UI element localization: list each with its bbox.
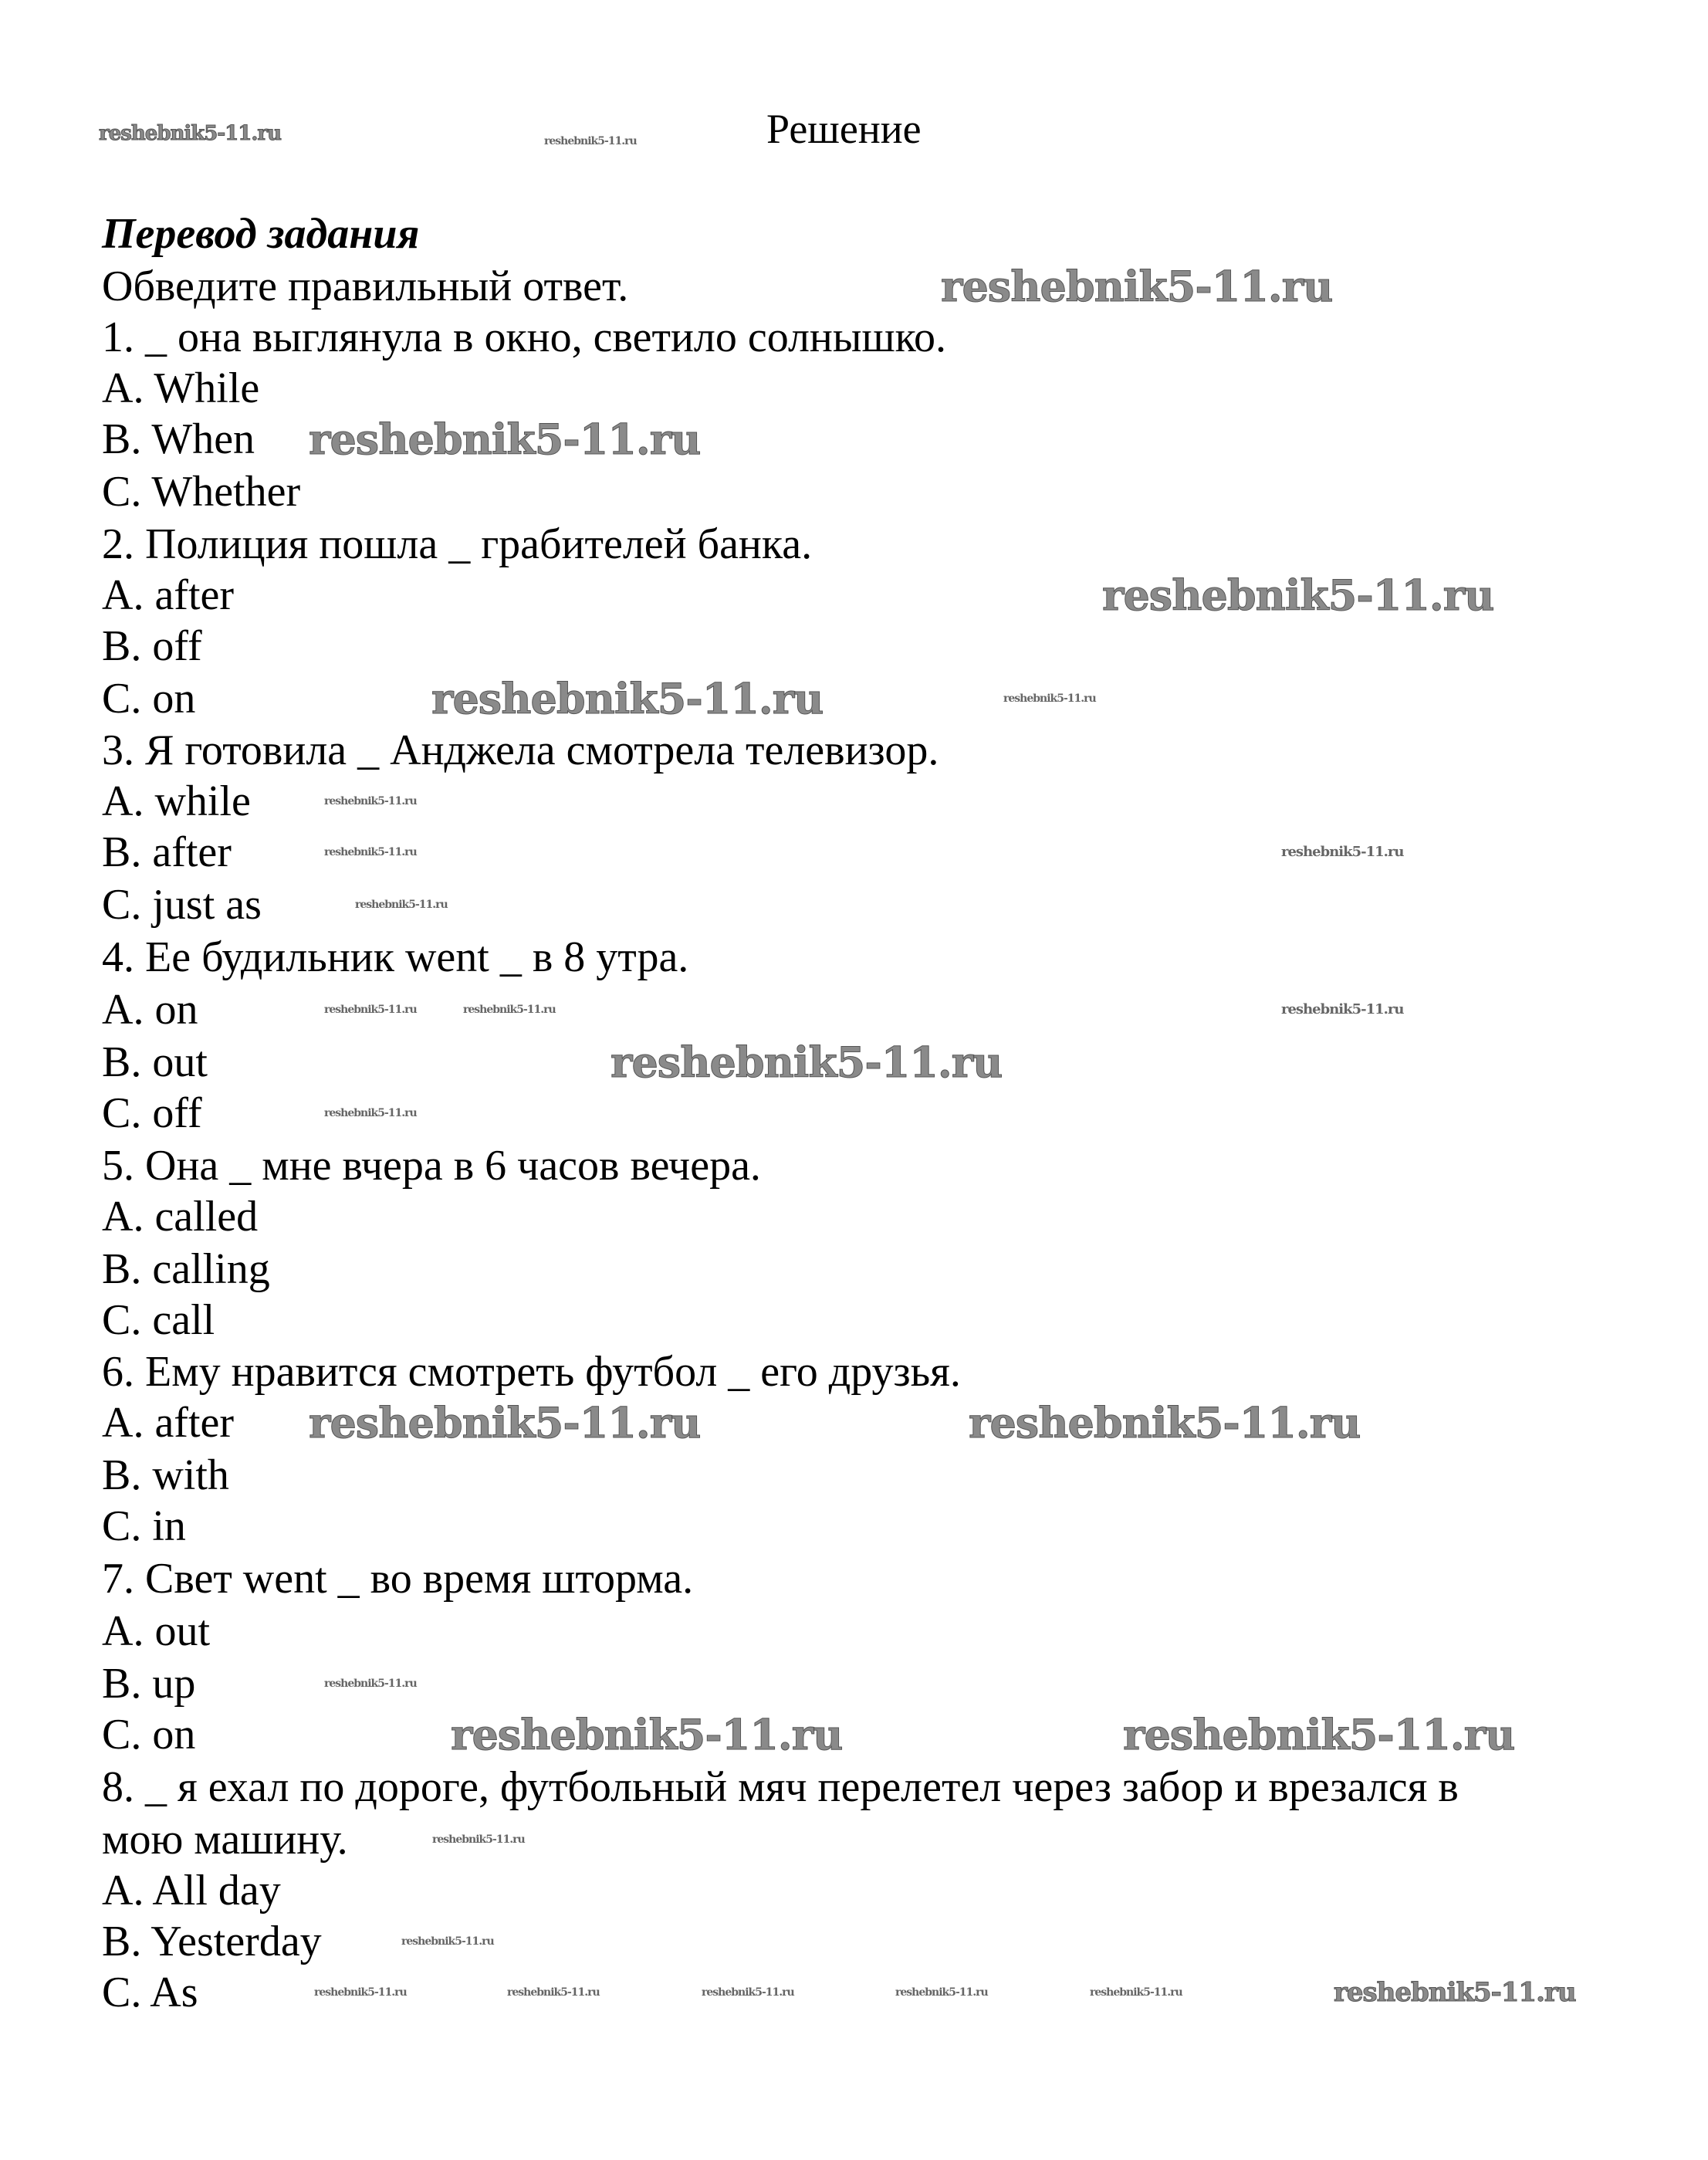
- watermark: reshebnik5-11.ru: [702, 1986, 794, 1999]
- watermark: reshebnik5-11.ru: [309, 1398, 701, 1447]
- text-line: 8. _ я ехал по дороге, футбольный мяч перелетел через забор и врезался в: [102, 1763, 1459, 1811]
- text-line: 1. _ она выглянула в окно, светило солнышко.: [102, 313, 946, 361]
- watermark: reshebnik5-11.ru: [324, 846, 417, 858]
- watermark: reshebnik5-11.ru: [432, 1833, 525, 1846]
- text-line: B. When: [102, 415, 255, 463]
- watermark: reshebnik5-11.ru: [324, 1678, 417, 1690]
- watermark: reshebnik5-11.ru: [463, 1004, 556, 1016]
- text-line: 4. Ее будильник went _ в 8 утра.: [102, 933, 689, 981]
- watermark: reshebnik5-11.ru: [895, 1986, 988, 1999]
- text-line: A. out: [102, 1607, 210, 1655]
- watermark: reshebnik5-11.ru: [941, 262, 1333, 311]
- watermark: reshebnik5-11.ru: [507, 1986, 600, 1999]
- watermark: reshebnik5-11.ru: [1090, 1986, 1182, 1999]
- watermark: reshebnik5-11.ru: [1003, 692, 1096, 705]
- text-line: B. with: [102, 1451, 229, 1499]
- watermark: reshebnik5-11.ru: [309, 415, 701, 464]
- watermark: reshebnik5-11.ru: [99, 122, 282, 145]
- watermark: reshebnik5-11.ru: [1281, 1001, 1404, 1017]
- text-line: A. after: [102, 571, 235, 619]
- watermark: reshebnik5-11.ru: [1123, 1710, 1515, 1759]
- text-line: A. called: [102, 1193, 259, 1241]
- text-line: A. while: [102, 777, 251, 825]
- text-line: B. off: [102, 622, 202, 670]
- watermark: reshebnik5-11.ru: [401, 1935, 494, 1948]
- text-line: C. on: [102, 1711, 196, 1759]
- text-line: B. out: [102, 1038, 208, 1086]
- text-line: A. All day: [102, 1867, 281, 1915]
- watermark: reshebnik5-11.ru: [1102, 570, 1494, 620]
- page-title: Решение: [766, 106, 922, 152]
- text-line: B. Yesterday: [102, 1918, 322, 1965]
- text-line: A. after: [102, 1399, 235, 1447]
- text-line: C. on: [102, 675, 196, 723]
- watermark: reshebnik5-11.ru: [544, 135, 637, 147]
- text-line: C. Whether: [102, 468, 301, 516]
- text-line: 2. Полиция пошла _ грабителей банка.: [102, 520, 813, 568]
- text-line: 7. Свет went _ во время шторма.: [102, 1555, 694, 1603]
- watermark: reshebnik5-11.ru: [610, 1038, 1003, 1087]
- watermark: reshebnik5-11.ru: [969, 1398, 1361, 1447]
- text-line: C. As: [102, 1969, 198, 2016]
- text-line: C. just as: [102, 881, 262, 929]
- text-line: C. in: [102, 1502, 186, 1550]
- watermark: reshebnik5-11.ru: [1334, 1977, 1576, 2008]
- watermark: reshebnik5-11.ru: [1281, 844, 1404, 860]
- watermark: reshebnik5-11.ru: [355, 899, 448, 911]
- text-line: A. on: [102, 986, 198, 1034]
- text-line: Обведите правильный ответ.: [102, 262, 629, 310]
- text-line: 3. Я готовила _ Анджела смотрела телевизор.: [102, 726, 939, 774]
- text-line: B. up: [102, 1660, 196, 1708]
- text-line: мою машину.: [102, 1816, 348, 1864]
- text-line: B. after: [102, 828, 232, 876]
- text-line: 6. Ему нравится смотреть футбол _ его друзья.: [102, 1348, 961, 1396]
- watermark: reshebnik5-11.ru: [451, 1710, 843, 1759]
- text-line: C. call: [102, 1296, 215, 1344]
- watermark: reshebnik5-11.ru: [314, 1986, 407, 1999]
- text-line: B. calling: [102, 1245, 270, 1293]
- watermark: reshebnik5-11.ru: [324, 795, 417, 807]
- text-line: 5. Она _ мне вчера в 6 часов вечера.: [102, 1142, 761, 1190]
- section-heading: Перевод задания: [102, 210, 420, 258]
- watermark: reshebnik5-11.ru: [324, 1004, 417, 1016]
- text-line: C. off: [102, 1089, 202, 1137]
- text-line: A. While: [102, 364, 260, 412]
- watermark: reshebnik5-11.ru: [324, 1107, 417, 1119]
- watermark: reshebnik5-11.ru: [431, 674, 824, 723]
